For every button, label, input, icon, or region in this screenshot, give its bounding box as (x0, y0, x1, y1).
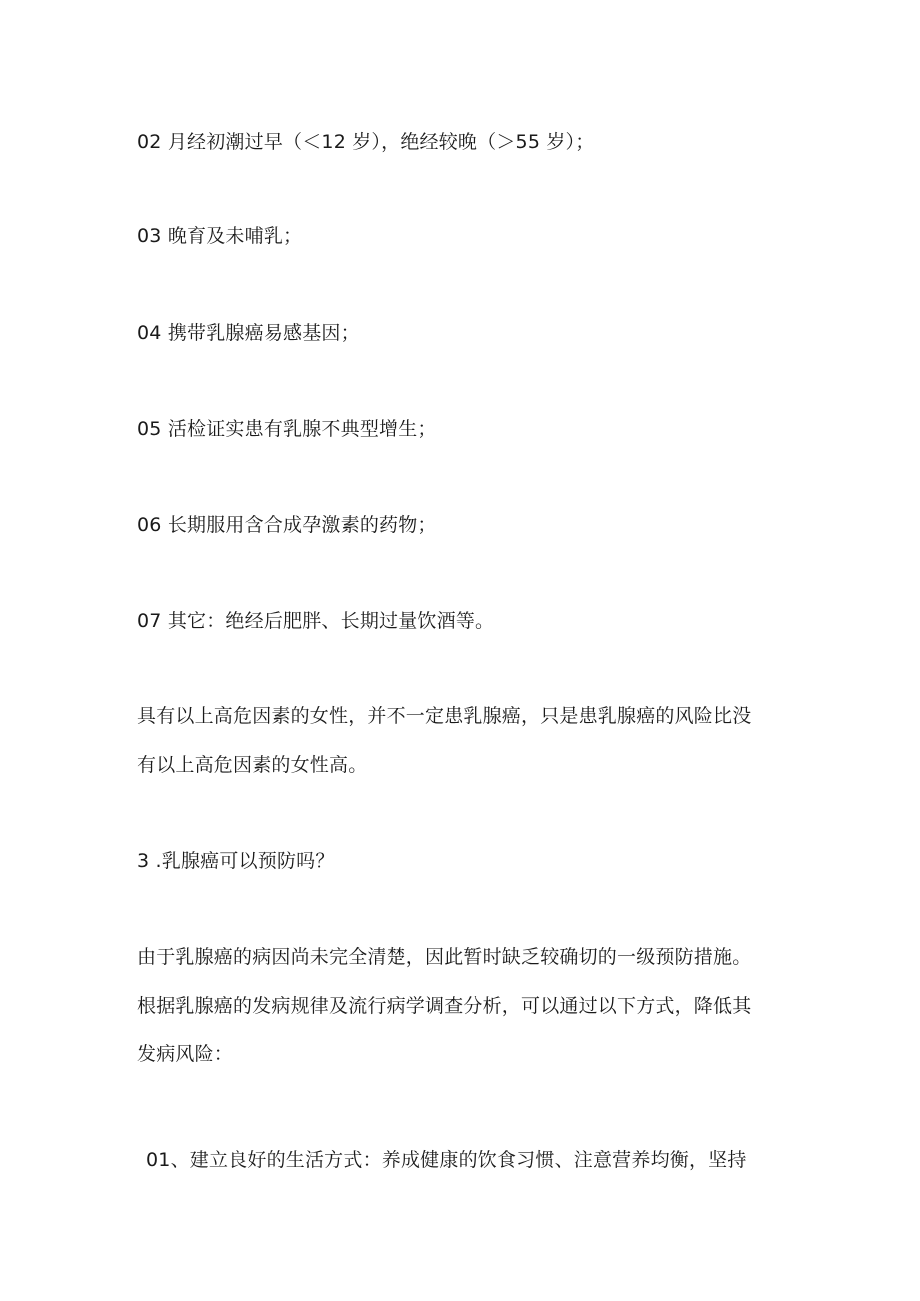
prevention-intro-line-3: 发病风险： (137, 1043, 234, 1065)
risk-factor-02: 02 月经初潮过早（＜12 岁），绝经较晚（＞55 岁）； (137, 131, 595, 153)
prevention-item-01: 01、建立良好的生活方式：养成健康的饮食习惯、注意营养均衡，坚持 (146, 1149, 747, 1171)
risk-factor-06: 06 长期服用含合成孕激素的药物； (137, 514, 437, 536)
section-heading: 3 .乳腺癌可以预防吗？ (137, 850, 335, 872)
summary-line-2: 有以上高危因素的女性高。 (137, 754, 368, 776)
summary-line-1: 具有以上高危因素的女性，并不一定患乳腺癌，只是患乳腺癌的风险比没 (137, 705, 752, 727)
prevention-intro-line-2: 根据乳腺癌的发病规律及流行病学调查分析，可以通过以下方式，降低其 (137, 995, 752, 1017)
risk-factor-05: 05 活检证实患有乳腺不典型增生； (137, 418, 437, 440)
risk-factor-07: 07 其它：绝经后肥胖、长期过量饮酒等。 (137, 610, 495, 632)
risk-factor-04: 04 携带乳腺癌易感基因； (137, 322, 360, 344)
risk-factor-03: 03 晚育及未哺乳； (137, 225, 303, 247)
prevention-intro-line-1: 由于乳腺癌的病因尚未完全清楚，因此暂时缺乏较确切的一级预防措施。 (137, 946, 752, 968)
